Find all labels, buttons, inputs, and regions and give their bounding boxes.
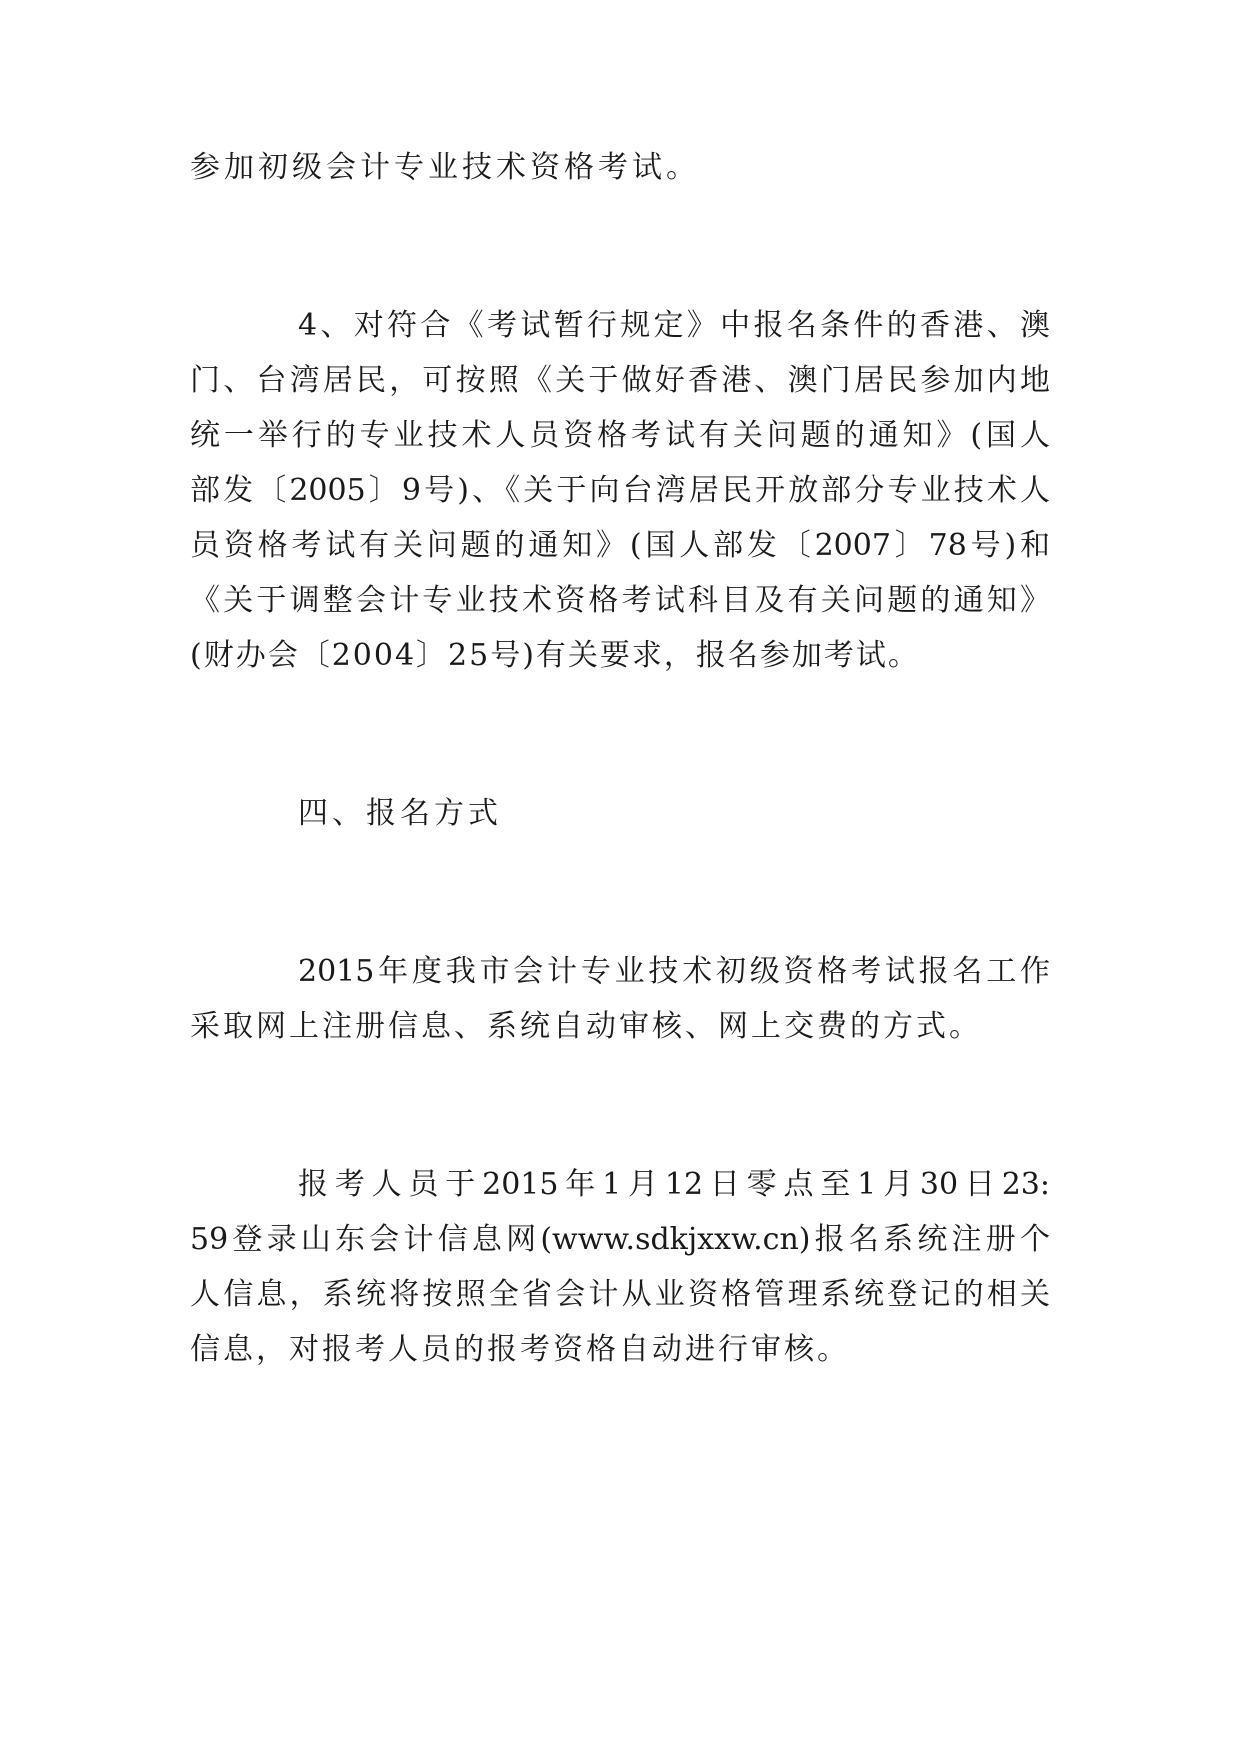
paragraph-5-line-4: 信息，对报考人员的报考资格自动进行审核。 [190, 1332, 850, 1367]
paragraph-1-line-1: 参加初级会计专业技术资格考试。 [190, 150, 700, 185]
paragraph-2-line-5: 员资格考试有关问题的通知》(国人部发〔2007〕78号)和 [190, 528, 1050, 563]
paragraph-5-line-1: 报考人员于2015年1月12日零点至1月30日23: [298, 1167, 1050, 1202]
paragraph-5-line-3: 人信息，系统将按照全省会计从业资格管理系统登记的相关 [190, 1277, 1050, 1312]
paragraph-4-line-1: 2015年度我市会计专业技术初级资格考试报名工作 [298, 954, 1050, 989]
paragraph-2-line-3: 统一举行的专业技术人员资格考试有关问题的通知》(国人 [190, 418, 1050, 453]
paragraph-5-line-2: 59登录山东会计信息网(www.sdkjxxw.cn)报名系统注册个 [190, 1222, 1050, 1257]
paragraph-2-line-7: (财办会〔2004〕25号)有关要求，报名参加考试。 [190, 638, 920, 673]
paragraph-2-line-4: 部发〔2005〕9号)、《关于向台湾居民开放部分专业技术人 [190, 473, 1050, 508]
paragraph-4-line-2: 采取网上注册信息、系统自动审核、网上交费的方式。 [190, 1009, 982, 1044]
paragraph-2-line-1: 4、对符合《考试暂行规定》中报名条件的香港、澳 [298, 308, 1050, 343]
paragraph-2-line-6: 《关于调整会计专业技术资格考试科目及有关问题的通知》 [190, 583, 1050, 618]
section-heading: 四、报名方式 [298, 796, 502, 831]
paragraph-2-line-2: 门、台湾居民，可按照《关于做好香港、澳门居民参加内地 [190, 363, 1050, 398]
